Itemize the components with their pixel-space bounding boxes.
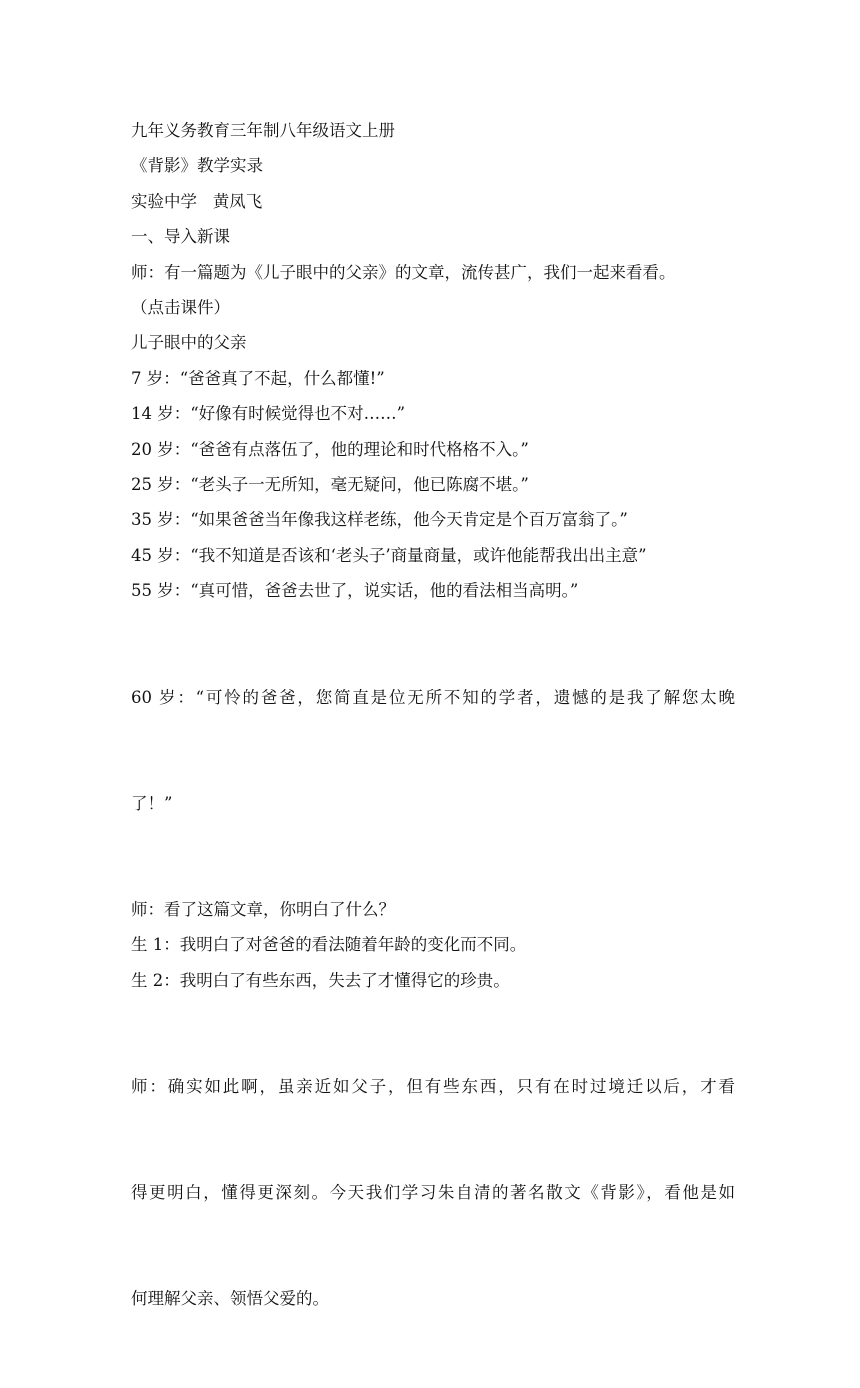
author-line: 实验中学 黄凤飞 xyxy=(131,191,263,211)
quote-age-14: 14 岁：“好像有时候觉得也不对……” xyxy=(131,404,406,424)
quote-age-20: 20 岁：“爸爸有点落伍了，他的理论和时代格格不入。” xyxy=(131,439,529,459)
article-title: 儿子眼中的父亲 xyxy=(131,333,247,353)
teacher-intro: 师：有一篇题为《儿子眼中的父亲》的文章，流传甚广，我们一起来看看。 xyxy=(131,262,676,282)
quote-age-45: 45 岁：“我不知道是否该和‘老头子’商量商量，或许他能帮我出出主意” xyxy=(131,545,647,565)
courseware-note: （点击课件） xyxy=(131,298,230,318)
quote-age-60-line-2: 了！” xyxy=(131,793,173,813)
teacher-summary-line-1: 师：确实如此啊，虽亲近如父子，但有些东西，只有在时过境迁以后，才看 xyxy=(131,1076,735,1096)
quote-age-25: 25 岁：“老头子一无所知，毫无疑问，他已陈腐不堪。” xyxy=(131,475,529,495)
teacher-summary-line-3: 何理解父亲、领悟父爱的。 xyxy=(131,1289,329,1309)
quote-age-60-line-1: 60 岁：“可怜的爸爸，您简直是位无所不知的学者，遗憾的是我了解您太晚 xyxy=(131,687,735,707)
teacher-summary-line-2: 得更明白，懂得更深刻。今天我们学习朱自清的著名散文《背影》，看他是如 xyxy=(131,1183,735,1203)
teacher-question: 师：看了这篇文章，你明白了什么？ xyxy=(131,899,395,919)
section-heading: 一、导入新课 xyxy=(131,227,230,247)
quote-age-60 xyxy=(131,609,735,892)
quote-age-35: 35 岁：“如果爸爸当年像我这样老练，他今天肯定是个百万富翁了。” xyxy=(131,510,628,530)
student-answer-1: 生 1：我明白了对爸爸的看法随着年龄的变化而不同。 xyxy=(131,935,527,955)
quote-age-7: 7 岁：“爸爸真了不起，什么都懂!” xyxy=(131,368,385,388)
quote-age-55: 55 岁：“真可惜，爸爸去世了，说实话，他的看法相当高明。” xyxy=(131,581,579,601)
student-answer-2: 生 2：我明白了有些东西，失去了才懂得它的珍贵。 xyxy=(131,970,510,990)
lesson-title: 《背影》教学实录 xyxy=(131,156,263,176)
textbook-header: 九年义务教育三年制八年级语文上册 xyxy=(131,121,395,140)
teacher-summary xyxy=(131,998,735,1387)
document-body xyxy=(131,113,735,1388)
